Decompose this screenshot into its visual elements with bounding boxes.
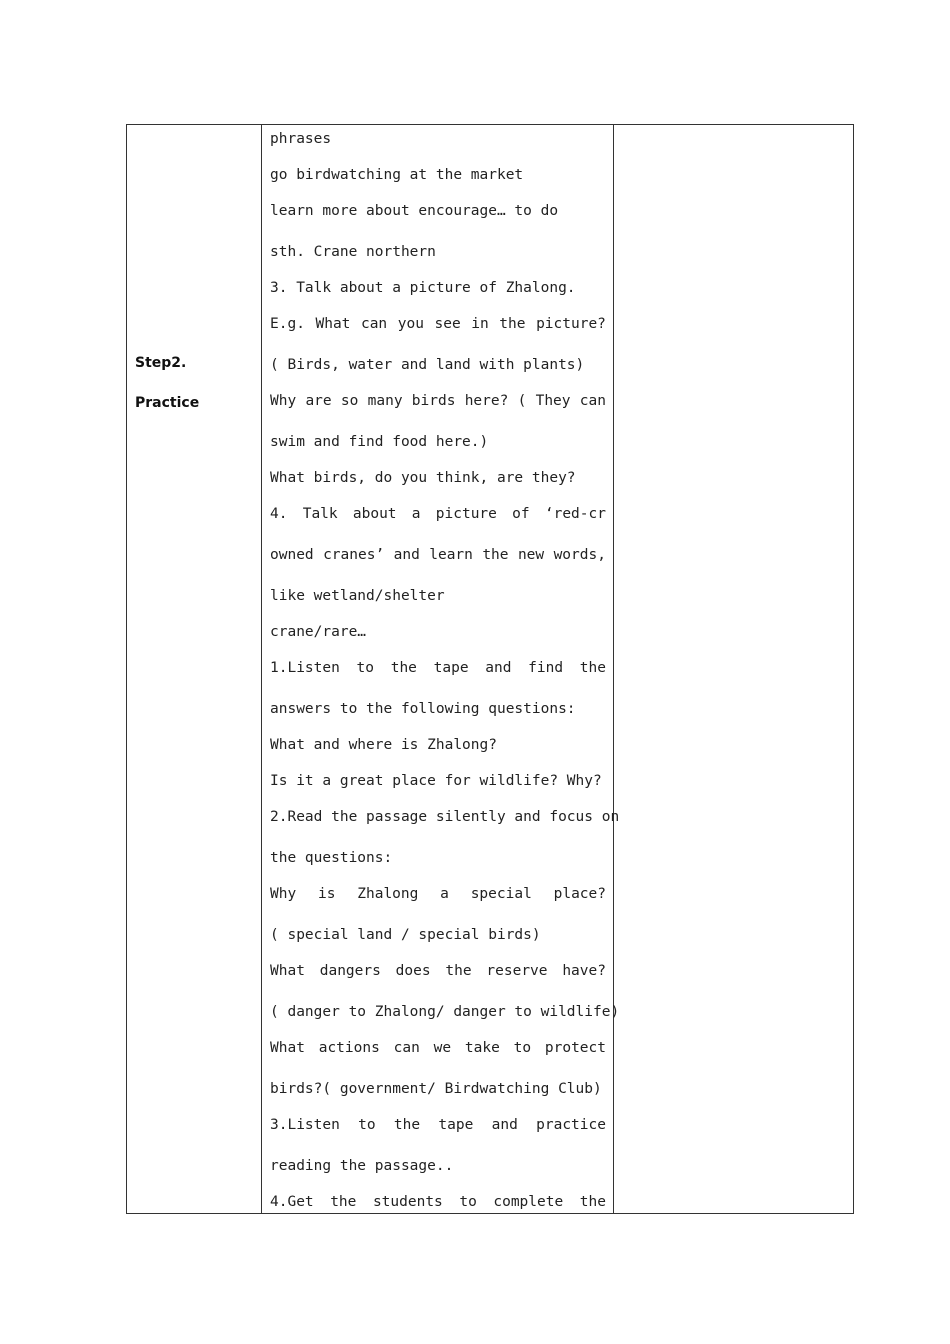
text-line (270, 314, 606, 334)
word: can (393, 1040, 420, 1056)
lesson-table (126, 124, 854, 1214)
word: to (356, 660, 375, 676)
word: and (485, 660, 512, 676)
text-line: Is it a great place for wildlife? Why? (270, 773, 602, 789)
word: the (499, 316, 526, 332)
text-line: ( special land / special birds) (270, 927, 541, 943)
word: ‘red-cr (544, 506, 606, 522)
text-line (270, 504, 606, 524)
word: the (482, 547, 509, 563)
text-line: sth. Crane northern (270, 244, 436, 260)
word: here? (464, 393, 509, 409)
word: birds (411, 393, 456, 409)
text-line: 2.Read the passage silently and focus on (270, 809, 620, 825)
word: What (270, 963, 305, 979)
word: Zhalong (357, 886, 419, 902)
text-line (270, 391, 606, 411)
word: is (318, 886, 336, 902)
text-line: ( danger to Zhalong/ danger to wildlife) (270, 1004, 620, 1020)
word: E.g. (270, 316, 305, 332)
word: can (360, 316, 388, 332)
text-line: go birdwatching at the market (270, 167, 524, 183)
word: you (397, 316, 424, 332)
text-line (270, 1115, 606, 1135)
word: tape (438, 1117, 474, 1133)
word: reserve (486, 963, 548, 979)
word: learn (429, 547, 473, 563)
word: complete (493, 1194, 564, 1210)
text-line (270, 658, 606, 678)
word: can (579, 393, 606, 409)
word: and (491, 1117, 518, 1133)
word: cranes’ (323, 547, 385, 563)
step-number: Step2. (135, 355, 187, 371)
text-line: answers to the following questions: (270, 701, 576, 717)
word: about (352, 506, 397, 522)
text-line: What birds, do you think, are they? (270, 470, 576, 486)
text-line: 3. Talk about a picture of Zhalong. (270, 280, 576, 296)
word: of (512, 506, 530, 522)
word: the (390, 660, 417, 676)
word: Talk (302, 506, 338, 522)
word: have? (562, 963, 606, 979)
word: the (445, 963, 472, 979)
word: to (459, 1194, 477, 1210)
word: are (305, 393, 332, 409)
word: actions (318, 1040, 380, 1056)
word: a (440, 886, 449, 902)
word: a (411, 506, 421, 522)
word: picture (435, 506, 497, 522)
word: many (367, 393, 403, 409)
step-label (135, 353, 199, 433)
text-line: the questions: (270, 850, 393, 866)
column-divider (613, 125, 614, 1213)
text-line: ( Birds, water and land with plants) (270, 357, 585, 373)
word: What (315, 316, 351, 332)
word: the (330, 1194, 357, 1210)
word: 4. (270, 506, 288, 522)
text-line: crane/rare… (270, 624, 367, 640)
word: 3.Listen (270, 1117, 340, 1133)
word: to (513, 1040, 532, 1056)
column-divider (261, 125, 262, 1213)
word: words, (553, 547, 606, 563)
text-line (270, 545, 606, 565)
text-line (270, 884, 606, 904)
word: practice (536, 1117, 606, 1133)
word: Why (270, 393, 297, 409)
text-line: learn more about encourage… to do (270, 203, 559, 219)
text-line: reading the passage.. (270, 1158, 454, 1174)
text-line (270, 1038, 606, 1058)
word: and (393, 547, 420, 563)
word: see (434, 316, 461, 332)
text-line: birds?( government/ Birdwatching Club) (270, 1081, 602, 1097)
text-line: phrases (270, 131, 332, 147)
word: in (471, 316, 489, 332)
word: 1.Listen (270, 660, 340, 676)
word: find (528, 660, 564, 676)
word: special (470, 886, 532, 902)
word: new (517, 547, 545, 563)
word: to (358, 1117, 376, 1133)
text-line (270, 961, 606, 981)
step-title: Practice (135, 395, 200, 411)
word: owned (270, 547, 314, 563)
word: They (535, 393, 571, 409)
word: protect (544, 1040, 606, 1056)
word: 4.Get (270, 1194, 314, 1210)
text-line: What and where is Zhalong? (270, 737, 497, 753)
word: the (579, 1194, 606, 1210)
word: students (372, 1194, 443, 1210)
word: Why (270, 886, 297, 902)
text-line (270, 1192, 606, 1212)
text-line: like wetland/shelter (270, 588, 445, 604)
word: so (340, 393, 359, 409)
word: take (464, 1040, 500, 1056)
text-line: swim and find food here.) (270, 434, 489, 450)
word: ( (517, 393, 527, 409)
word: picture? (536, 316, 606, 332)
word: What (270, 1040, 305, 1056)
word: tape (433, 660, 469, 676)
word: we (433, 1040, 452, 1056)
word: dangers (319, 963, 381, 979)
word: the (579, 660, 606, 676)
word: does (395, 963, 431, 979)
word: the (393, 1117, 421, 1133)
word: place? (553, 886, 606, 902)
